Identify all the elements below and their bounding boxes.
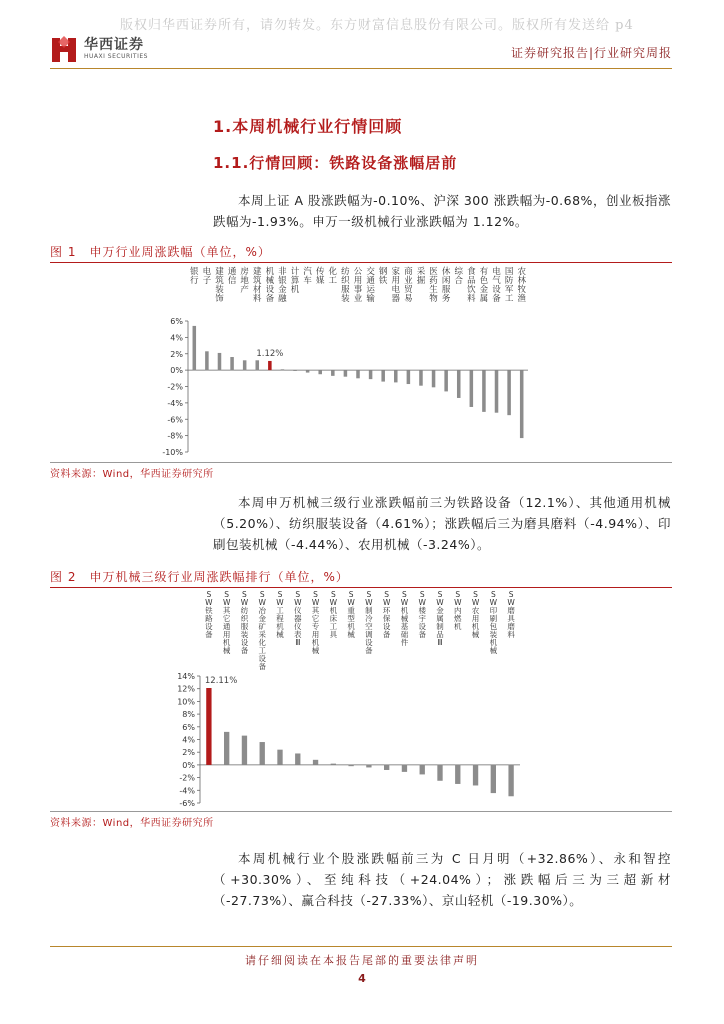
category-label: S W 冶金矿采化工设备	[258, 590, 266, 671]
bar-交通运输	[369, 370, 373, 379]
bar-SW金属制品Ⅲ	[437, 765, 442, 781]
figure2-bottom-rule	[50, 811, 672, 812]
market-summary-paragraph	[213, 190, 671, 232]
bar-机械设备	[268, 361, 272, 370]
bar-SW仪器仪表Ⅲ	[295, 753, 300, 764]
category-label: S W 环保设备	[382, 590, 391, 639]
category-label: 国防军工	[504, 267, 514, 304]
category-label: 采掘	[416, 267, 426, 286]
category-label: S W 纺织服装设备	[240, 590, 249, 655]
category-label: 纺织服装	[341, 267, 350, 304]
y-tick-label: 6%	[170, 317, 183, 326]
highlight-data-label: 1.12%	[256, 348, 284, 359]
bar-SW其它通用机械	[224, 732, 229, 765]
bar-建筑装饰	[218, 353, 222, 370]
category-label: S W 工程机械	[276, 590, 284, 639]
bar-SW印刷包装机械	[491, 765, 496, 793]
bar-SW楼宇设备	[420, 765, 425, 775]
bar-纺织服装	[344, 370, 348, 377]
category-label: 休闲服务	[441, 267, 451, 304]
bar-SW农用机械	[473, 765, 478, 786]
category-label: 房地产	[240, 267, 249, 295]
subindustry-summary-text: 本周申万机械三级行业涨跌幅前三为铁路设备（12.1%）、其他通用机械（5.20%）、纺织服装设备（4.61%）；涨跌幅后三为磨具磨料（-4.94%）、印刷包装机械（-4.44%）、农用机械（-3.24%）。	[213, 495, 671, 552]
y-tick-label: -4%	[179, 786, 195, 796]
section-title: 1.本周机械行业行情回顾	[213, 117, 403, 136]
category-label: 钢铁	[378, 267, 388, 286]
bar-非银金融	[281, 369, 285, 370]
y-tick-label: -10%	[162, 448, 183, 457]
logo-name-cn: 华西证券	[84, 37, 144, 53]
bar-SW其它专用机械	[313, 760, 318, 765]
y-tick-label: -2%	[179, 773, 195, 783]
bar-电气设备	[495, 370, 499, 413]
stock-summary-text: 本周机械行业个股涨跌幅前三为 C 日月明（+32.86%）、永和智控（+30.30%）、至纯科技（+24.04%）；涨跌幅后三为三超新材（-27.73%）、赢合科技（-27.33%）、京山轻机（-19.30%）。	[213, 851, 671, 908]
figure1-top-rule	[50, 262, 672, 263]
bar-医药生物	[432, 370, 436, 387]
category-label: S W 其它通用机械	[222, 590, 231, 655]
bar-有色金属	[482, 370, 486, 412]
bar-SW机床工具	[331, 764, 336, 765]
category-label: 交通运输	[366, 267, 375, 304]
watermark-text: 版权归华西证券所有，请勿转发。东方财富信息股份有限公司。版权所有发送给 p4	[120, 18, 634, 33]
bar-SW环保设备	[384, 765, 389, 770]
y-tick-label: 0%	[182, 760, 195, 770]
category-label: S W 仪器仪表 Ⅲ	[294, 590, 302, 647]
bar-公用事业	[356, 370, 360, 378]
highlight-data-label: 12.11%	[204, 676, 238, 687]
bar-农林牧渔	[520, 370, 524, 438]
report-type-label: 证券研究报告|行业研究周报	[510, 46, 672, 60]
subindustry-summary-paragraph	[213, 492, 671, 555]
bar-SW磨具磨料	[508, 765, 513, 796]
stock-summary-paragraph	[213, 848, 671, 911]
bar-休闲服务	[444, 370, 448, 391]
bar-银行	[193, 326, 197, 370]
industry-weekly-change-chart	[150, 264, 550, 462]
category-label: S W 内燃机	[454, 590, 462, 631]
bar-SW重型机械	[348, 765, 353, 766]
bar-商业贸易	[407, 370, 411, 384]
y-tick-label: 2%	[170, 349, 183, 359]
y-tick-label: 12%	[177, 684, 195, 694]
bar-家用电器	[394, 370, 398, 382]
category-label: S W 其它专用机械	[311, 590, 320, 655]
y-tick-label: -6%	[167, 415, 183, 425]
bar-SW制冷空调设备	[366, 765, 371, 768]
category-label: S W 机械基础件	[400, 590, 409, 647]
category-label: 计算机	[290, 267, 300, 295]
figure1-caption: 图 1 申万行业周涨跌幅（单位，%）	[50, 245, 271, 259]
y-tick-label: -4%	[167, 398, 183, 408]
category-label: 商业贸易	[404, 267, 413, 304]
category-label: S W 楼宇设备	[418, 590, 426, 639]
category-label: 农林牧渔	[517, 267, 526, 304]
bar-传媒	[318, 370, 322, 374]
category-label: 电子	[202, 267, 212, 286]
category-label: 建筑材料	[253, 267, 262, 304]
category-label: S W 印刷包装机械	[489, 590, 498, 655]
y-tick-label: 14%	[177, 672, 195, 681]
figure1-bottom-rule	[50, 462, 672, 463]
bar-通信	[230, 357, 234, 370]
category-label: 化工	[328, 267, 338, 286]
figure2-top-rule	[50, 587, 672, 588]
y-tick-label: 10%	[177, 697, 195, 707]
y-tick-label: 2%	[182, 748, 195, 758]
legal-disclaimer-link[interactable]: 请仔细阅读在本报告尾部的重要法律声明	[245, 954, 479, 967]
header-divider	[50, 68, 672, 69]
category-label: 食品饮料	[467, 267, 476, 304]
category-label: S W 制冷空调设备	[365, 590, 373, 655]
category-label: S W 铁路设备	[205, 590, 213, 639]
y-tick-label: 0%	[170, 366, 183, 376]
bar-房地产	[243, 360, 247, 370]
category-label: 有色金属	[479, 267, 489, 304]
category-label: 汽车	[303, 267, 312, 286]
bar-SW工程机械	[277, 750, 282, 765]
bar-化工	[331, 370, 335, 376]
market-summary-text: 本周上证 A 股涨跌幅为-0.10%、沪深 300 涨跌幅为-0.68%，创业板指涨跌幅为-1.93%。申万一级机械行业涨跌幅为 1.12%。	[213, 193, 671, 229]
page-number: 4	[358, 972, 366, 985]
figure2-source: 资料来源：Wind，华西证券研究所	[50, 818, 214, 829]
footer-divider	[50, 946, 672, 947]
y-tick-label: -8%	[167, 431, 183, 441]
bar-计算机	[293, 370, 297, 371]
subindustry-weekly-change-chart	[150, 589, 550, 811]
bar-SW纺织服装设备	[242, 736, 247, 765]
y-tick-label: -6%	[179, 799, 195, 808]
figure1-source: 资料来源：Wind，华西证券研究所	[50, 469, 214, 480]
bar-SW内燃机	[455, 765, 460, 784]
y-tick-label: -2%	[167, 382, 183, 392]
category-label: 电气设备	[492, 267, 501, 304]
category-label: 非银金融	[278, 267, 287, 304]
bar-采掘	[419, 370, 423, 386]
category-label: S W 金属制品 Ⅲ	[436, 590, 444, 647]
logo-name-en: HUAXI SECURITIES	[84, 53, 148, 60]
bar-建筑材料	[255, 360, 259, 370]
bar-SW铁路设备	[206, 688, 211, 765]
category-label: 传媒	[315, 267, 325, 286]
bar-SW冶金矿采化工设备	[260, 742, 265, 765]
category-label: S W 农用机械	[471, 590, 480, 639]
category-label: S W 磨具磨料	[507, 590, 515, 639]
subsection-title: 1.1.行情回顾：铁路设备涨幅居前	[213, 154, 458, 172]
category-label: 机械设备	[265, 267, 275, 304]
figure2-caption: 图 2 申万机械三级行业周涨跌幅排行（单位，%）	[50, 570, 349, 584]
y-tick-label: 6%	[182, 722, 195, 732]
category-label: 医药生物	[429, 267, 438, 304]
bar-电子	[205, 351, 209, 370]
bar-汽车	[306, 370, 310, 372]
category-label: 综合	[454, 267, 463, 286]
bar-SW机械基础件	[402, 765, 407, 772]
category-label: 通信	[227, 267, 237, 286]
bar-综合	[457, 370, 461, 398]
y-tick-label: 8%	[182, 710, 195, 720]
category-label: 家用电器	[391, 267, 401, 304]
category-label: 建筑装饰	[215, 267, 224, 304]
y-tick-label: 4%	[182, 735, 195, 745]
bar-钢铁	[381, 370, 385, 381]
category-label: S W 机床工具	[329, 590, 338, 639]
category-label: 银行	[190, 267, 199, 286]
y-tick-label: 4%	[170, 333, 183, 343]
category-label: S W 重型机械	[347, 590, 355, 639]
category-label: 公用事业	[353, 267, 363, 304]
bar-国防军工	[507, 370, 511, 415]
bar-食品饮料	[470, 370, 474, 407]
